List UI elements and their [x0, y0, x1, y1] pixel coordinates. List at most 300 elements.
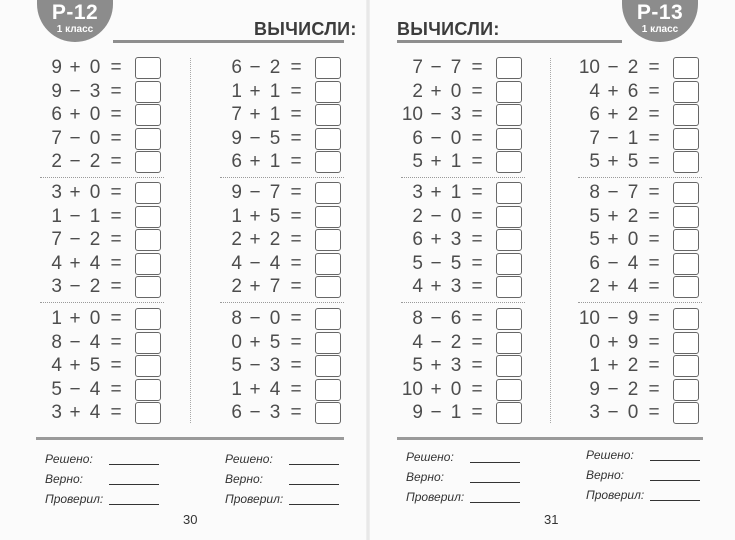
equals-sign: = — [648, 378, 660, 400]
equals-sign: = — [290, 229, 302, 251]
operand-a: 3 — [412, 182, 423, 203]
equation-row — [578, 182, 702, 204]
equation-row — [578, 128, 702, 150]
checked-field[interactable] — [470, 502, 520, 503]
operand-b: 1 — [89, 205, 101, 227]
operand-b: 1 — [450, 402, 462, 424]
operand-a: 3 — [589, 402, 600, 424]
operand-b: 3 — [450, 355, 462, 377]
operator: − — [69, 127, 81, 149]
operand-a: 8 — [231, 308, 242, 329]
answer-box[interactable] — [315, 276, 341, 298]
operand-b: 0 — [89, 127, 101, 149]
equals-sign: = — [648, 402, 660, 424]
operator: − — [249, 402, 261, 424]
equals-sign: = — [471, 402, 483, 424]
answer-box[interactable] — [135, 379, 161, 401]
operand-b: 2 — [627, 104, 639, 126]
operand-a: 4 — [589, 80, 600, 102]
operand-a: 6 — [231, 57, 242, 78]
operand-b: 5 — [269, 331, 281, 353]
equals-sign: = — [471, 205, 483, 227]
equation-row — [40, 128, 164, 150]
equals-sign: = — [110, 378, 122, 400]
operator: + — [430, 80, 442, 102]
operand-b: 2 — [627, 205, 639, 227]
correct-field[interactable] — [470, 482, 520, 483]
operand-b: 4 — [89, 331, 101, 353]
operand-b: 3 — [269, 355, 281, 377]
equals-sign: = — [648, 229, 660, 251]
equation-row — [40, 402, 164, 424]
operator: + — [607, 80, 619, 102]
equals-sign: = — [110, 57, 122, 78]
exercise-badge — [622, 0, 698, 42]
answer-box[interactable] — [315, 206, 341, 228]
operator: − — [249, 308, 261, 329]
equals-sign: = — [290, 402, 302, 424]
answer-box[interactable] — [496, 253, 522, 275]
operand-b: 6 — [627, 80, 639, 102]
correct-label: Верно: — [225, 472, 263, 486]
answer-box[interactable] — [496, 182, 522, 204]
equation-row — [578, 355, 702, 377]
operand-b: 6 — [450, 308, 462, 329]
equation-row — [220, 206, 344, 228]
operator: − — [430, 331, 442, 353]
answer-box[interactable] — [315, 229, 341, 251]
operand-b: 0 — [450, 127, 462, 149]
operator: − — [607, 127, 619, 149]
equals-sign: = — [110, 104, 122, 126]
equals-sign: = — [648, 104, 660, 126]
equation-row — [401, 57, 525, 79]
answer-box[interactable] — [135, 206, 161, 228]
page-number: 31 — [544, 512, 559, 527]
equals-sign: = — [648, 276, 660, 298]
equals-sign: = — [471, 104, 483, 126]
operand-a: 9 — [51, 80, 62, 102]
answer-box[interactable] — [496, 104, 522, 126]
operand-a: 6 — [589, 252, 600, 274]
equals-sign: = — [110, 331, 122, 353]
operand-b: 7 — [269, 276, 281, 298]
answer-box[interactable] — [315, 151, 341, 173]
operand-a: 6 — [51, 104, 62, 126]
equation-row — [401, 253, 525, 275]
equals-sign: = — [110, 402, 122, 424]
equation-row — [401, 332, 525, 354]
operand-a: 2 — [231, 229, 242, 251]
equals-sign: = — [290, 331, 302, 353]
checked-field[interactable] — [650, 500, 700, 501]
answer-box[interactable] — [673, 308, 699, 330]
operator: − — [430, 205, 442, 227]
answer-box[interactable] — [496, 355, 522, 377]
equals-sign: = — [648, 252, 660, 274]
block-separator — [220, 302, 344, 303]
operator: − — [249, 57, 261, 78]
operand-b: 3 — [269, 402, 281, 424]
equals-sign: = — [471, 80, 483, 102]
answer-box[interactable] — [496, 276, 522, 298]
operand-b: 7 — [269, 182, 281, 203]
block-separator — [578, 177, 702, 178]
operand-b: 2 — [627, 378, 639, 400]
answer-box[interactable] — [673, 402, 699, 424]
operand-b: 1 — [269, 151, 281, 173]
equals-sign: = — [110, 276, 122, 298]
equals-sign: = — [648, 308, 660, 329]
equation-row — [220, 57, 344, 79]
equals-sign: = — [648, 57, 660, 78]
operand-b: 3 — [89, 80, 101, 102]
operator: + — [249, 80, 261, 102]
operator: + — [249, 104, 261, 126]
operand-b: 0 — [269, 308, 281, 329]
answer-box[interactable] — [496, 229, 522, 251]
answer-box[interactable] — [135, 402, 161, 424]
answer-box[interactable] — [673, 379, 699, 401]
equation-row — [40, 332, 164, 354]
operand-a: 0 — [589, 331, 600, 353]
operand-a: 6 — [412, 127, 423, 149]
operand-a: 4 — [412, 276, 423, 298]
operator: − — [430, 57, 442, 78]
operator: − — [69, 378, 81, 400]
solved-field[interactable] — [650, 460, 700, 461]
operator: − — [69, 151, 81, 173]
operand-b: 4 — [269, 378, 281, 400]
equation-row — [40, 276, 164, 298]
equation-row — [40, 151, 164, 173]
answer-box[interactable] — [496, 332, 522, 354]
equation-row — [40, 308, 164, 330]
answer-box[interactable] — [673, 332, 699, 354]
equals-sign: = — [648, 331, 660, 353]
column-divider — [550, 58, 551, 423]
operator: + — [69, 252, 81, 274]
operand-b: 5 — [269, 127, 281, 149]
answer-box[interactable] — [496, 206, 522, 228]
operand-a: 9 — [51, 57, 62, 78]
answer-box[interactable] — [496, 308, 522, 330]
equals-sign: = — [110, 80, 122, 102]
equation-row — [578, 308, 702, 330]
answer-box[interactable] — [135, 182, 161, 204]
operand-a: 7 — [231, 104, 242, 126]
operand-b: 2 — [89, 229, 101, 251]
operator: + — [249, 378, 261, 400]
answer-box[interactable] — [135, 57, 161, 79]
answer-box[interactable] — [315, 308, 341, 330]
operand-a: 6 — [231, 402, 242, 424]
operator: − — [607, 182, 619, 203]
correct-field[interactable] — [109, 484, 159, 485]
equals-sign: = — [290, 252, 302, 274]
equals-sign: = — [290, 308, 302, 329]
solved-label: Решено: — [225, 452, 273, 466]
answer-box[interactable] — [135, 276, 161, 298]
answer-box[interactable] — [496, 379, 522, 401]
operator: − — [69, 276, 81, 298]
answer-box[interactable] — [135, 308, 161, 330]
answer-box[interactable] — [315, 379, 341, 401]
solved-field[interactable] — [470, 462, 520, 463]
equals-sign: = — [110, 252, 122, 274]
checked-label: Проверил: — [225, 492, 284, 506]
operand-b: 4 — [627, 252, 639, 274]
answer-box[interactable] — [315, 402, 341, 424]
operand-a: 1 — [589, 355, 600, 377]
equation-row — [40, 104, 164, 126]
operand-a: 5 — [589, 229, 600, 251]
equals-sign: = — [648, 80, 660, 102]
header-rule — [113, 40, 344, 43]
operand-b: 3 — [450, 104, 462, 126]
equation-row — [578, 379, 702, 401]
equation-row — [40, 81, 164, 103]
operand-b: 0 — [450, 378, 462, 400]
answer-box[interactable] — [673, 57, 699, 79]
answer-box[interactable] — [673, 229, 699, 251]
solved-label: Решено: — [586, 448, 634, 462]
equals-sign: = — [471, 127, 483, 149]
answer-box[interactable] — [135, 355, 161, 377]
operator: + — [249, 151, 261, 173]
answer-box[interactable] — [135, 81, 161, 103]
solved-label: Решено: — [45, 452, 93, 466]
operator: − — [430, 308, 442, 329]
equation-row — [578, 57, 702, 79]
solved-label: Решено: — [406, 450, 454, 464]
grade-label: 1 класс — [56, 24, 94, 35]
answer-box[interactable] — [496, 402, 522, 424]
operand-a: 6 — [231, 151, 242, 173]
equation-row — [220, 104, 344, 126]
operator: + — [249, 331, 261, 353]
equation-row — [220, 182, 344, 204]
operand-b: 0 — [627, 229, 639, 251]
equals-sign: = — [110, 308, 122, 329]
answer-box[interactable] — [673, 104, 699, 126]
equation-row — [220, 81, 344, 103]
operand-a: 2 — [231, 276, 242, 298]
operand-b: 2 — [627, 57, 639, 78]
answer-box[interactable] — [673, 182, 699, 204]
operand-a: 9 — [589, 378, 600, 400]
operand-a: 5 — [412, 355, 423, 377]
equation-row — [401, 151, 525, 173]
footer-rule — [397, 437, 703, 440]
operand-b: 2 — [89, 276, 101, 298]
equals-sign: = — [471, 57, 483, 78]
answer-box[interactable] — [135, 104, 161, 126]
operand-a: 8 — [412, 308, 423, 329]
operand-b: 9 — [627, 331, 639, 353]
operand-a: 5 — [51, 378, 62, 400]
checked-label: Проверил: — [45, 492, 104, 506]
equation-row — [578, 276, 702, 298]
checked-field[interactable] — [109, 504, 159, 505]
equation-row — [401, 308, 525, 330]
equation-row — [578, 253, 702, 275]
equation-row — [401, 276, 525, 298]
equals-sign: = — [471, 276, 483, 298]
operator: + — [430, 378, 442, 400]
correct-field[interactable] — [289, 484, 339, 485]
equation-row — [40, 355, 164, 377]
equation-row — [220, 229, 344, 251]
operand-b: 0 — [89, 104, 101, 126]
operand-b: 5 — [627, 151, 639, 173]
operator: − — [69, 205, 81, 227]
operand-b: 2 — [627, 355, 639, 377]
operand-a: 7 — [51, 127, 62, 149]
equation-row — [401, 81, 525, 103]
equation-row — [220, 308, 344, 330]
answer-box[interactable] — [315, 128, 341, 150]
answer-box[interactable] — [135, 253, 161, 275]
operand-a: 5 — [412, 252, 423, 274]
answer-box[interactable] — [496, 128, 522, 150]
operand-b: 5 — [89, 355, 101, 377]
operand-a: 6 — [412, 229, 423, 251]
equation-row — [578, 81, 702, 103]
operand-b: 1 — [450, 182, 462, 203]
equation-row — [578, 402, 702, 424]
operand-a: 5 — [412, 151, 423, 173]
block-separator — [40, 177, 164, 178]
equals-sign: = — [648, 205, 660, 227]
solved-field[interactable] — [109, 464, 159, 465]
answer-box[interactable] — [496, 151, 522, 173]
answer-box[interactable] — [496, 81, 522, 103]
answer-box[interactable] — [135, 151, 161, 173]
footer-rule — [36, 437, 344, 440]
checked-label: Проверил: — [406, 490, 465, 504]
answer-box[interactable] — [673, 151, 699, 173]
equals-sign: = — [648, 151, 660, 173]
operand-a: 2 — [412, 80, 423, 102]
answer-box[interactable] — [315, 182, 341, 204]
operand-b: 0 — [450, 205, 462, 227]
operator: + — [249, 229, 261, 251]
answer-box[interactable] — [135, 128, 161, 150]
equation-row — [401, 104, 525, 126]
answer-box[interactable] — [673, 128, 699, 150]
answer-box[interactable] — [673, 253, 699, 275]
equals-sign: = — [290, 378, 302, 400]
operator: + — [69, 57, 81, 78]
page-right — [368, 0, 735, 540]
answer-box[interactable] — [673, 276, 699, 298]
operator: + — [607, 151, 619, 173]
grade-label: 1 класс — [641, 24, 679, 35]
operator: − — [607, 57, 619, 78]
equals-sign: = — [110, 127, 122, 149]
answer-box[interactable] — [135, 229, 161, 251]
equals-sign: = — [471, 182, 483, 203]
answer-box[interactable] — [673, 81, 699, 103]
operand-b: 7 — [450, 57, 462, 78]
solved-field[interactable] — [289, 464, 339, 465]
operand-a: 1 — [231, 205, 242, 227]
operand-b: 0 — [89, 308, 101, 329]
equation-row — [578, 206, 702, 228]
operator: − — [430, 252, 442, 274]
operator: − — [249, 182, 261, 203]
equation-row — [578, 229, 702, 251]
equation-row — [401, 182, 525, 204]
operand-a: 4 — [231, 252, 242, 274]
checked-field[interactable] — [289, 504, 339, 505]
operand-a: 7 — [412, 57, 423, 78]
answer-box[interactable] — [315, 57, 341, 79]
operand-b: 0 — [89, 182, 101, 203]
answer-box[interactable] — [673, 355, 699, 377]
operand-a: 10 — [401, 378, 423, 400]
equation-row — [40, 57, 164, 79]
operand-a: 1 — [231, 80, 242, 102]
operand-a: 10 — [401, 104, 423, 126]
equals-sign: = — [648, 355, 660, 377]
operand-b: 2 — [89, 151, 101, 173]
operand-a: 1 — [51, 308, 62, 329]
operand-a: 3 — [51, 182, 62, 203]
operator: − — [430, 104, 442, 126]
equation-row — [40, 379, 164, 401]
header-rule — [397, 40, 622, 43]
equals-sign: = — [290, 355, 302, 377]
page-title: ВЫЧИСЛИ: — [254, 19, 357, 39]
exercise-code: Р-13 — [636, 1, 684, 24]
operator: − — [69, 331, 81, 353]
operand-b: 0 — [450, 80, 462, 102]
equals-sign: = — [471, 229, 483, 251]
answer-box[interactable] — [315, 104, 341, 126]
operand-a: 4 — [51, 252, 62, 274]
exercise-badge — [37, 0, 113, 42]
answer-box[interactable] — [135, 332, 161, 354]
operator: − — [249, 355, 261, 377]
equals-sign: = — [110, 205, 122, 227]
operand-b: 0 — [89, 57, 101, 78]
operand-b: 7 — [627, 182, 639, 203]
equals-sign: = — [290, 57, 302, 78]
equals-sign: = — [471, 378, 483, 400]
operator: − — [607, 308, 619, 329]
answer-box[interactable] — [673, 206, 699, 228]
operand-b: 3 — [450, 229, 462, 251]
answer-box[interactable] — [315, 332, 341, 354]
equation-row — [578, 104, 702, 126]
operand-a: 1 — [51, 205, 62, 227]
answer-box[interactable] — [315, 81, 341, 103]
operand-b: 0 — [627, 402, 639, 424]
operator: + — [249, 276, 261, 298]
answer-box[interactable] — [315, 253, 341, 275]
operand-a: 2 — [412, 205, 423, 227]
answer-box[interactable] — [496, 57, 522, 79]
operand-a: 5 — [231, 355, 242, 377]
equation-row — [220, 332, 344, 354]
answer-box[interactable] — [315, 355, 341, 377]
block-separator — [578, 302, 702, 303]
correct-field[interactable] — [650, 480, 700, 481]
correct-label: Верно: — [45, 472, 83, 486]
equals-sign: = — [471, 308, 483, 329]
